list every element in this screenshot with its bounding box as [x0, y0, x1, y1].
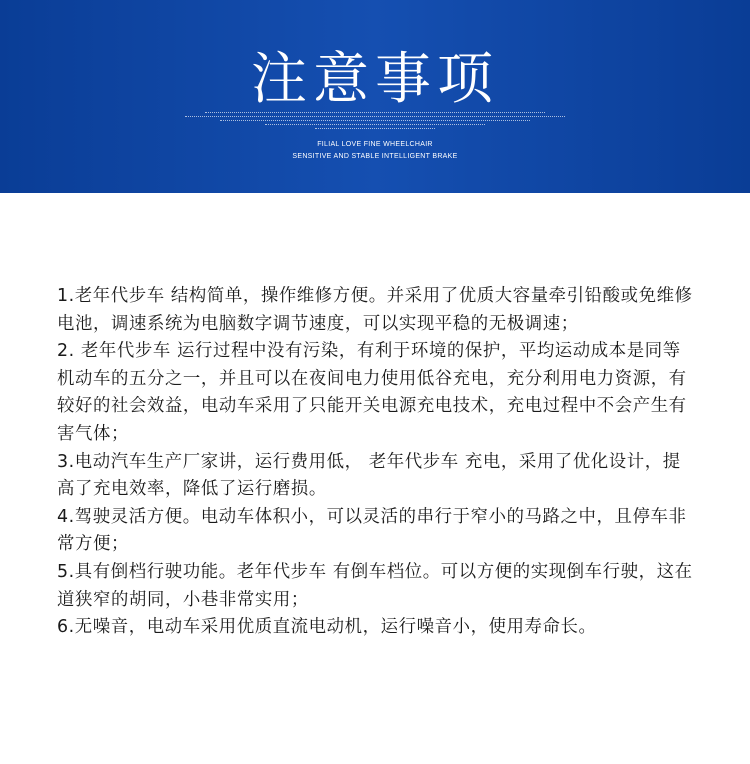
note-item: 5.具有倒档行驶功能。老年代步车 有倒车档位。可以方便的实现倒车行驶，这在道狭窄的胡同，小巷非常实用；	[57, 561, 693, 610]
banner-subtitle-line2: SENSITIVE AND STABLE INTELLIGENT BRAKE	[292, 153, 458, 160]
banner-subtitle-line1: FILIAL LOVE FINE WHEELCHAIR	[317, 141, 433, 148]
page-title: 注意事项	[251, 47, 499, 112]
note-item: 3.电动汽车生产厂家讲，运行费用低， 老年代步车 充电，采用了优化设计，提高了充电效率，降低了运行磨损。	[57, 451, 681, 500]
decorative-dotted-lines	[0, 112, 750, 132]
notes-list	[57, 283, 697, 642]
note-item: 4.驾驶灵活方便。电动车体积小，可以灵活的串行于窄小的马路之中，且停车非常方便；	[57, 506, 687, 555]
header-banner	[0, 0, 750, 193]
note-item: 2. 老年代步车 运行过程中没有污染，有利于环境的保护，平均运动成本是同等机动车的五分之一，并且可以在夜间电力使用低谷充电，充分利用电力资源，有较好的社会效益，电动车采用了只能开关电源充电技术，充电过程中不会产生有害气体；	[57, 341, 687, 444]
note-item: 1.老年代步车 结构简单，操作维修方便。并采用了优质大容量牵引铅酸或免维修电池，调速系统为电脑数字调节速度，可以实现平稳的无极调速；	[57, 286, 693, 334]
note-item: 6.无噪音，电动车采用优质直流电动机，运行噪音小，使用寿命长。	[57, 617, 597, 638]
